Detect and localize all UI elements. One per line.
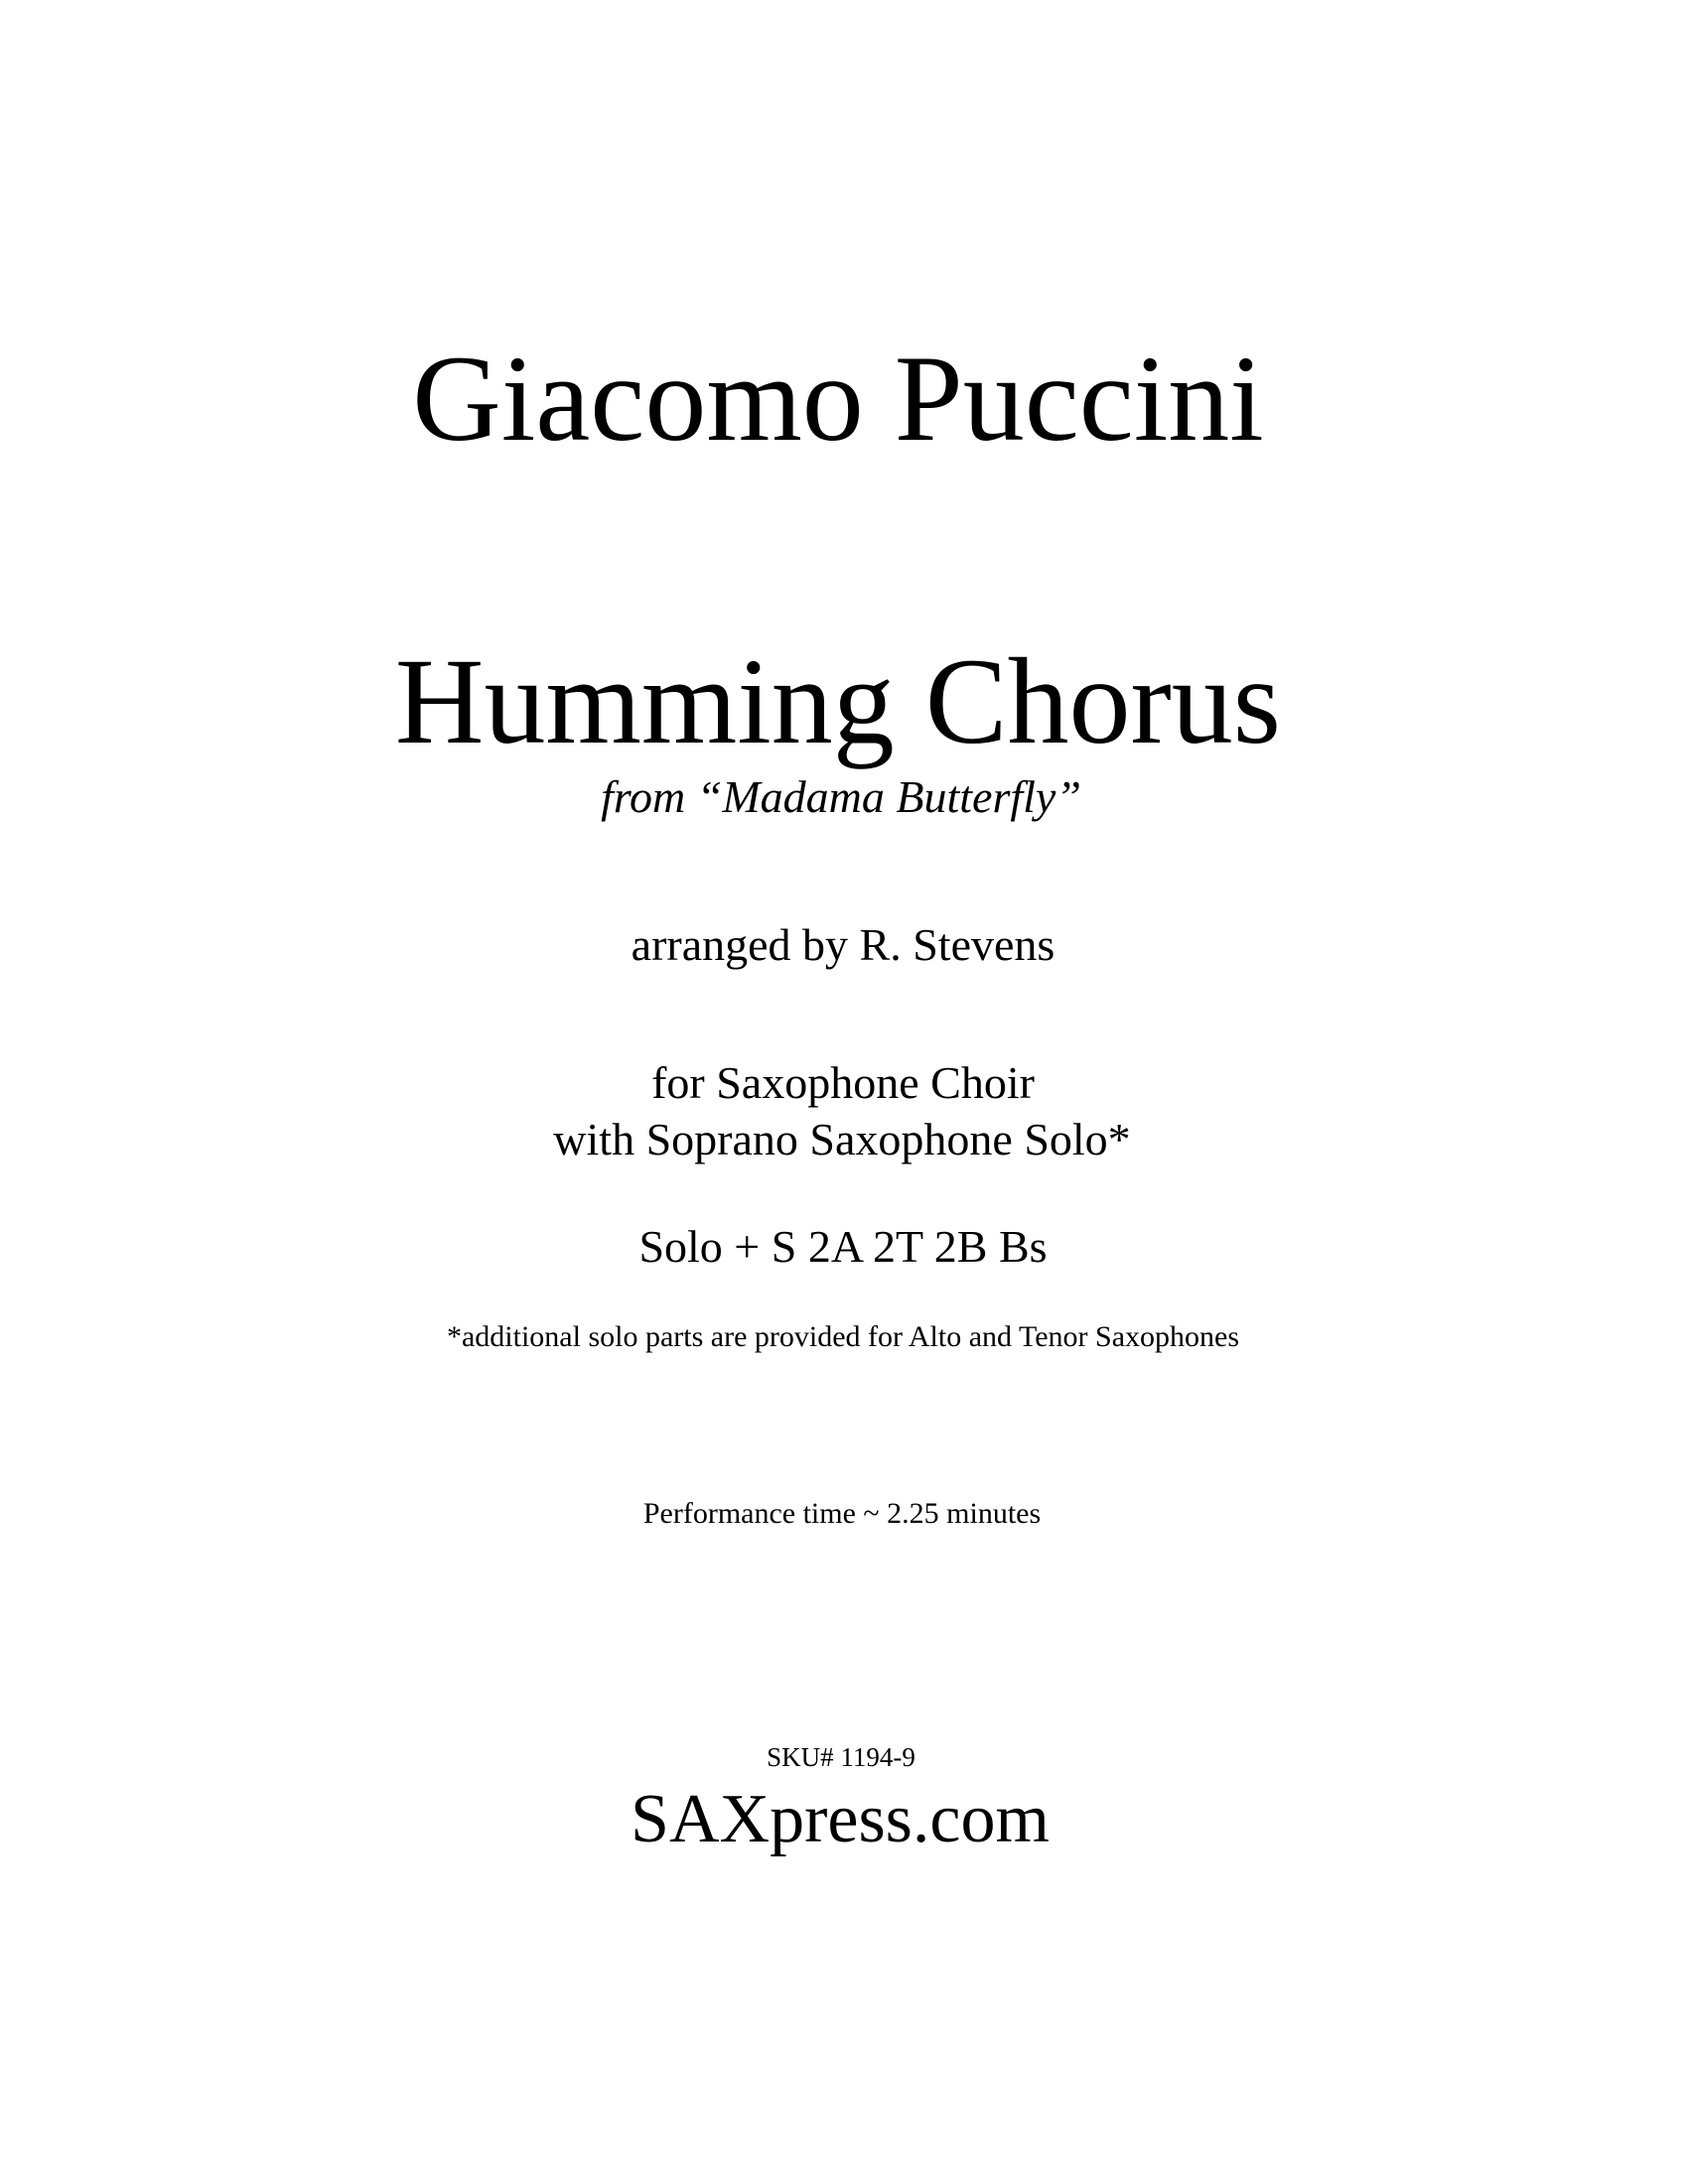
publisher-name: SAXpress.com: [631, 1781, 1050, 1857]
composer-name: Giacomo Puccini: [412, 331, 1264, 467]
footnote: *additional solo parts are provided for Alto and Tenor Saxophones: [446, 1320, 1240, 1353]
piece-title: Humming Chorus: [394, 633, 1282, 769]
arranger-credit: arranged by R. Stevens: [631, 919, 1055, 970]
sku-number: SKU# 1194-9: [767, 1742, 915, 1772]
performance-time: Performance time ~ 2.25 minutes: [642, 1497, 1042, 1530]
instrumentation-line-2: with Soprano Saxophone Solo*: [553, 1114, 1131, 1164]
piece-subtitle: from “Madama Butterfly”: [601, 771, 1081, 822]
instrumentation-line-1: for Saxophone Choir: [651, 1057, 1035, 1108]
voicing: Solo + S 2A 2T 2B Bs: [638, 1221, 1048, 1272]
